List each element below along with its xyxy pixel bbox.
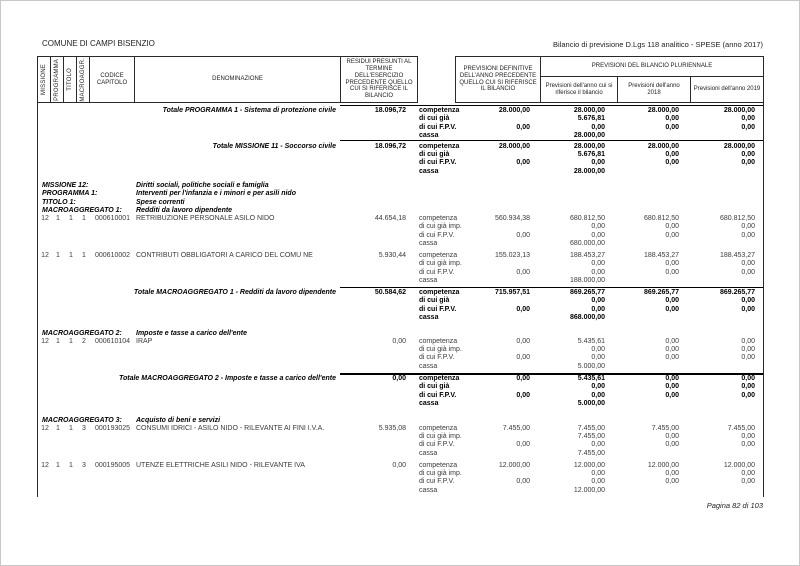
amount-2018: 0,00 (665, 375, 679, 382)
line-type-label: di cui già (419, 150, 450, 158)
header-previsioni-2018 (617, 76, 691, 103)
line-type-label: cassa (419, 449, 438, 457)
section-code-label: MACROAGGREGATO 1: (42, 207, 122, 215)
amount-anno-riferimento: 5.435,61 (577, 375, 605, 382)
amount-2019: 0,00 (741, 478, 755, 486)
amount-anno-riferimento: 5.000,00 (577, 400, 605, 408)
line-type-label: competenza (419, 107, 460, 114)
amount-residui: 0,00 (392, 461, 406, 469)
amount-2018: 0,00 (665, 159, 679, 167)
amount-anno-riferimento: 0,00 (591, 345, 605, 353)
cell-titolo: 1 (69, 461, 73, 469)
organization-name: COMUNE DI CAMPI BISENZIO (42, 39, 155, 48)
line-type-label: cassa (419, 167, 439, 175)
line-type-label: cassa (419, 400, 439, 408)
amount-2019: 869.265,77 (719, 289, 755, 296)
amount-previsioni-definitive: 28.000,00 (498, 107, 530, 114)
cell-programma: 1 (56, 215, 60, 222)
line-type-label: cassa (419, 277, 438, 285)
header-residui-label: RESIDUI PRESUNTI AL TERMINE DELL'ESERCIZIO PRECEDENTE QUELLO CUI SI RIFERISCE IL BILANCIO (345, 59, 413, 100)
amount-previsioni-definitive: 0,00 (516, 268, 530, 276)
cell-missione: 12 (41, 461, 49, 469)
line-type-label: competenza (419, 289, 460, 296)
amount-2019: 0,00 (741, 391, 755, 399)
amount-residui: 0,00 (392, 337, 406, 345)
amount-anno-riferimento: 0,00 (591, 441, 605, 449)
amount-2019: 0,00 (741, 115, 755, 123)
amount-anno-riferimento: 680.000,00 (569, 240, 605, 248)
cell-missione: 12 (41, 215, 49, 222)
amount-anno-riferimento: 0,00 (591, 223, 605, 231)
amount-previsioni-definitive: 0,00 (516, 159, 530, 167)
amount-previsioni-definitive: 715.957,51 (494, 289, 530, 296)
header-macroaggr (76, 56, 90, 103)
amount-anno-riferimento: 12.000,00 (573, 461, 605, 469)
amount-anno-riferimento: 5.676,81 (577, 115, 605, 123)
amount-anno-riferimento: 0,00 (591, 391, 605, 399)
line-type-label: competenza (419, 461, 458, 469)
amount-2019: 12.000,00 (723, 461, 755, 469)
amount-previsioni-definitive: 560.934,38 (494, 215, 530, 222)
amount-residui: 18.096,72 (374, 107, 406, 114)
line-type-label: cassa (419, 240, 438, 248)
amount-previsioni-definitive: 0,00 (516, 123, 530, 131)
amount-anno-riferimento: 0,00 (591, 478, 605, 486)
amount-2018: 0,00 (665, 305, 679, 313)
amount-residui: 44.654,18 (374, 215, 406, 222)
cell-missione: 12 (41, 424, 49, 432)
section-description: Acquisto di beni e servizi (136, 416, 221, 424)
header-previsioni-definitive-label: PREVISIONI DEFINITIVE DELL'ANNO PRECEDENTE QUELLO CUI SI RIFERISCE IL BILANCIO (459, 65, 537, 93)
header-bilancio-pluriennale (540, 56, 764, 77)
amount-2019: 0,00 (741, 260, 755, 268)
amount-residui: 5.935,08 (378, 424, 406, 432)
line-type-label: competenza (419, 142, 460, 150)
amount-anno-riferimento: 5.435,61 (577, 337, 605, 345)
line-type-label: competenza (419, 215, 458, 222)
cell-macroaggr: 1 (82, 215, 86, 222)
amount-2018: 28.000,00 (647, 142, 679, 150)
section-description: Interventi per l'infanzia e i minori e per asili nido (136, 190, 296, 198)
amount-anno-riferimento: 0,00 (591, 469, 605, 477)
amount-2018: 0,00 (665, 297, 679, 305)
amount-anno-riferimento: 28.000,00 (573, 107, 605, 114)
amount-anno-riferimento: 188.000,00 (569, 277, 605, 285)
amount-2019: 680.812,50 (719, 215, 755, 222)
cell-titolo: 1 (69, 215, 73, 222)
line-type-label: di cui già (419, 297, 450, 305)
amount-2018: 0,00 (665, 123, 679, 131)
header-previsioni-definitive (455, 56, 541, 103)
line-type-label: di cui F.P.V. (419, 305, 457, 313)
amount-2019: 28.000,00 (723, 142, 755, 150)
line-type-label: competenza (419, 424, 458, 432)
header-titolo (63, 56, 77, 103)
row-denominazione: CONSUMI IDRICI - ASILO NIDO - RILEVANTE AI FINI I.V.A. (136, 424, 325, 432)
amount-2018: 0,00 (665, 391, 679, 399)
line-type-label: di cui F.P.V. (419, 391, 457, 399)
line-type-label: di cui già imp. (419, 260, 462, 268)
header-denominazione-label: DENOMINAZIONE (212, 76, 263, 83)
amount-2018: 0,00 (665, 150, 679, 158)
amount-anno-riferimento: 12.000,00 (573, 486, 605, 494)
header-missione-label: MISSIONE (40, 64, 47, 95)
total-row-label: Totale PROGRAMMA 1 - Sistema di protezione civile (162, 107, 336, 114)
line-type-label: cassa (419, 314, 439, 322)
total-row-label: Totale MACROAGGREGATO 2 - Imposte e tasse a carico dell'ente (118, 375, 336, 382)
section-code-label: PROGRAMMA 1: (42, 190, 98, 198)
cell-titolo: 1 (69, 337, 73, 345)
cell-macroaggr: 3 (82, 424, 86, 432)
amount-previsioni-definitive: 0,00 (516, 391, 530, 399)
amount-2019: 0,00 (741, 223, 755, 231)
line-type-label: di cui F.P.V. (419, 268, 455, 276)
amount-2018: 0,00 (665, 354, 679, 362)
line-type-label: di cui già (419, 115, 450, 123)
amount-2019: 188.453,27 (719, 252, 755, 259)
amount-residui: 18.096,72 (374, 142, 406, 150)
amount-anno-riferimento: 0,00 (591, 123, 605, 131)
header-programma-label: PROGRAMMA (53, 58, 60, 101)
section-code-label: MACROAGGREGATO 2: (42, 329, 122, 337)
amount-2018: 0,00 (665, 268, 679, 276)
line-type-label: di cui F.P.V. (419, 478, 455, 486)
header-previsioni-2019 (690, 76, 764, 103)
amount-residui: 5.930,44 (378, 252, 406, 259)
line-type-label: di cui F.P.V. (419, 441, 455, 449)
cell-missione: 12 (41, 337, 49, 345)
amount-2018: 0,00 (665, 383, 679, 391)
capitolo-code: 000195005 (95, 461, 131, 469)
amount-previsioni-definitive: 0,00 (516, 354, 530, 362)
amount-previsioni-definitive: 155.023,13 (494, 252, 530, 259)
amount-2019: 0,00 (741, 375, 755, 382)
amount-2019: 0,00 (741, 383, 755, 391)
line-type-label: di cui già imp. (419, 223, 462, 231)
amount-anno-riferimento: 28.000,00 (573, 132, 605, 140)
amount-residui: 50.584,62 (374, 289, 406, 296)
amount-previsioni-definitive: 28.000,00 (498, 142, 530, 150)
amount-2018: 0,00 (665, 231, 679, 239)
capitolo-code: 000610002 (95, 252, 131, 259)
amount-anno-riferimento: 0,00 (591, 231, 605, 239)
amount-2019: 0,00 (741, 268, 755, 276)
cell-programma: 1 (56, 337, 60, 345)
line-type-label: di cui F.P.V. (419, 123, 457, 131)
amount-anno-riferimento: 0,00 (591, 297, 605, 305)
amount-2018: 0,00 (665, 441, 679, 449)
amount-previsioni-definitive: 7.455,00 (502, 424, 530, 432)
line-type-label: competenza (419, 375, 460, 382)
section-description: Imposte e tasse a carico dell'ente (136, 329, 247, 337)
line-type-label: di cui F.P.V. (419, 354, 455, 362)
amount-previsioni-definitive: 0,00 (516, 375, 530, 382)
amount-2019: 0,00 (741, 123, 755, 131)
cell-macroaggr: 3 (82, 461, 86, 469)
amount-previsioni-definitive: 0,00 (516, 231, 530, 239)
header-previsioni-anno-riferimento (540, 76, 618, 103)
amount-anno-riferimento: 5.676,81 (577, 150, 605, 158)
row-denominazione: IRAP (136, 337, 153, 345)
header-codice-label: CODICE CAPITOLO (96, 72, 128, 86)
header-anno-rif-label: Previsioni dell'anno cui si riferisce il bilancio (545, 82, 613, 96)
amount-2019: 28.000,00 (723, 107, 755, 114)
row-denominazione: RETRIBUZIONE PERSONALE ASILO NIDO (136, 215, 275, 222)
line-type-label: di cui F.P.V. (419, 231, 455, 239)
amount-2019: 0,00 (741, 231, 755, 239)
amount-2018: 0,00 (665, 432, 679, 440)
header-missione (37, 56, 51, 103)
amount-2018: 188.453,27 (643, 252, 679, 259)
header-2018-label: Previsioni dell'anno 2018 (628, 82, 680, 96)
amount-2018: 0,00 (665, 260, 679, 268)
table-right-border (763, 102, 764, 497)
amount-anno-riferimento: 0,00 (591, 268, 605, 276)
amount-previsioni-definitive: 0,00 (516, 305, 530, 313)
header-macroaggr-label: MACROAGGR. (79, 57, 86, 102)
amount-anno-riferimento: 680.812,50 (569, 215, 605, 222)
line-type-label: competenza (419, 337, 458, 345)
amount-2018: 0,00 (665, 478, 679, 486)
amount-2019: 0,00 (741, 345, 755, 353)
amount-previsioni-definitive: 0,00 (516, 337, 530, 345)
amount-2019: 0,00 (741, 441, 755, 449)
amount-previsioni-definitive: 0,00 (516, 441, 530, 449)
amount-2019: 0,00 (741, 305, 755, 313)
capitolo-code: 000610001 (95, 215, 131, 222)
header-programma (50, 56, 64, 103)
line-type-label: competenza (419, 252, 458, 259)
amount-anno-riferimento: 5.000,00 (577, 362, 605, 370)
cell-titolo: 1 (69, 252, 73, 259)
amount-2019: 7.455,00 (727, 424, 755, 432)
section-description: Redditi da lavoro dipendente (136, 207, 233, 215)
amount-anno-riferimento: 0,00 (591, 159, 605, 167)
section-description: Diritti sociali, politiche sociali e famiglia (136, 182, 269, 189)
amount-anno-riferimento: 0,00 (591, 354, 605, 362)
amount-anno-riferimento: 7.455,00 (577, 432, 605, 440)
amount-anno-riferimento: 869.265,77 (569, 289, 605, 296)
capitolo-code: 000193025 (95, 424, 131, 432)
header-residui-presunti (340, 56, 418, 103)
amount-2018: 28.000,00 (647, 107, 679, 114)
cell-macroaggr: 1 (82, 252, 86, 259)
amount-anno-riferimento: 188.453,27 (569, 252, 605, 259)
row-denominazione: CONTRIBUTI OBBLIGATORI A CARICO DEL COMU NE (136, 252, 313, 259)
cell-missione: 12 (41, 252, 49, 259)
section-code-label: TITOLO 1: (42, 198, 76, 206)
line-type-label: di cui già imp. (419, 345, 462, 353)
amount-anno-riferimento: 28.000,00 (573, 142, 605, 150)
header-titolo-label: TITOLO (66, 68, 73, 91)
header-denominazione (134, 56, 341, 103)
capitolo-code: 000610104 (95, 337, 131, 345)
amount-anno-riferimento: 0,00 (591, 383, 605, 391)
amount-previsioni-definitive: 0,00 (516, 478, 530, 486)
section-code-label: MISSIONE 12: (42, 182, 89, 189)
amount-2018: 0,00 (665, 345, 679, 353)
line-type-label: di cui già (419, 383, 450, 391)
cell-macroaggr: 2 (82, 337, 86, 345)
line-type-label: di cui già imp. (419, 469, 462, 477)
line-type-label: cassa (419, 362, 438, 370)
total-separator-line (340, 287, 763, 288)
cell-programma: 1 (56, 252, 60, 259)
row-denominazione: UTENZE ELETTRICHE ASILI NIDO - RILEVANTE IVA (136, 461, 305, 469)
header-pluriennale-label: PREVISIONI DEL BILANCIO PLURIENNALE (591, 63, 713, 70)
amount-2019: 0,00 (741, 159, 755, 167)
amount-previsioni-definitive: 12.000,00 (498, 461, 530, 469)
line-type-label: di cui già imp. (419, 432, 462, 440)
cell-titolo: 1 (69, 424, 73, 432)
amount-2018: 0,00 (665, 469, 679, 477)
cell-programma: 1 (56, 461, 60, 469)
section-code-label: MACROAGGREGATO 3: (42, 416, 122, 424)
amount-2018: 7.455,00 (651, 424, 679, 432)
header-2019-label: Previsioni dell'anno 2019 (693, 86, 761, 93)
amount-2019: 0,00 (741, 337, 755, 345)
line-type-label: cassa (419, 132, 439, 140)
line-type-label: cassa (419, 486, 438, 494)
cell-programma: 1 (56, 424, 60, 432)
amount-anno-riferimento: 7.455,00 (577, 449, 605, 457)
total-row-label: Totale MACROAGGREGATO 1 - Redditi da lavoro dipendente (133, 289, 336, 296)
table-left-border (37, 102, 38, 497)
amount-2019: 0,00 (741, 354, 755, 362)
document-title: Bilancio di previsione D.Lgs 118 analitico - SPESE (anno 2017) (553, 40, 763, 49)
amount-anno-riferimento: 0,00 (591, 260, 605, 268)
header-codice-capitolo (89, 56, 135, 103)
total-separator-line (340, 105, 763, 106)
page-number: Pagina 82 di 103 (706, 501, 763, 510)
amount-2018: 869.265,77 (643, 289, 679, 296)
total-separator-line (340, 140, 763, 141)
amount-2019: 0,00 (741, 297, 755, 305)
amount-2019: 0,00 (741, 150, 755, 158)
amount-2018: 0,00 (665, 223, 679, 231)
amount-2018: 12.000,00 (647, 461, 679, 469)
amount-residui: 0,00 (392, 375, 406, 382)
amount-anno-riferimento: 0,00 (591, 305, 605, 313)
amount-anno-riferimento: 7.455,00 (577, 424, 605, 432)
amount-2018: 680.812,50 (643, 215, 679, 222)
amount-anno-riferimento: 28.000,00 (573, 167, 605, 175)
line-type-label: di cui F.P.V. (419, 159, 457, 167)
amount-2018: 0,00 (665, 115, 679, 123)
amount-2019: 0,00 (741, 432, 755, 440)
amount-anno-riferimento: 868.000,00 (569, 314, 605, 322)
amount-2019: 0,00 (741, 469, 755, 477)
amount-2018: 0,00 (665, 337, 679, 345)
section-description: Spese correnti (136, 198, 185, 206)
total-row-label: Totale MISSIONE 11 - Soccorso civile (212, 142, 336, 150)
